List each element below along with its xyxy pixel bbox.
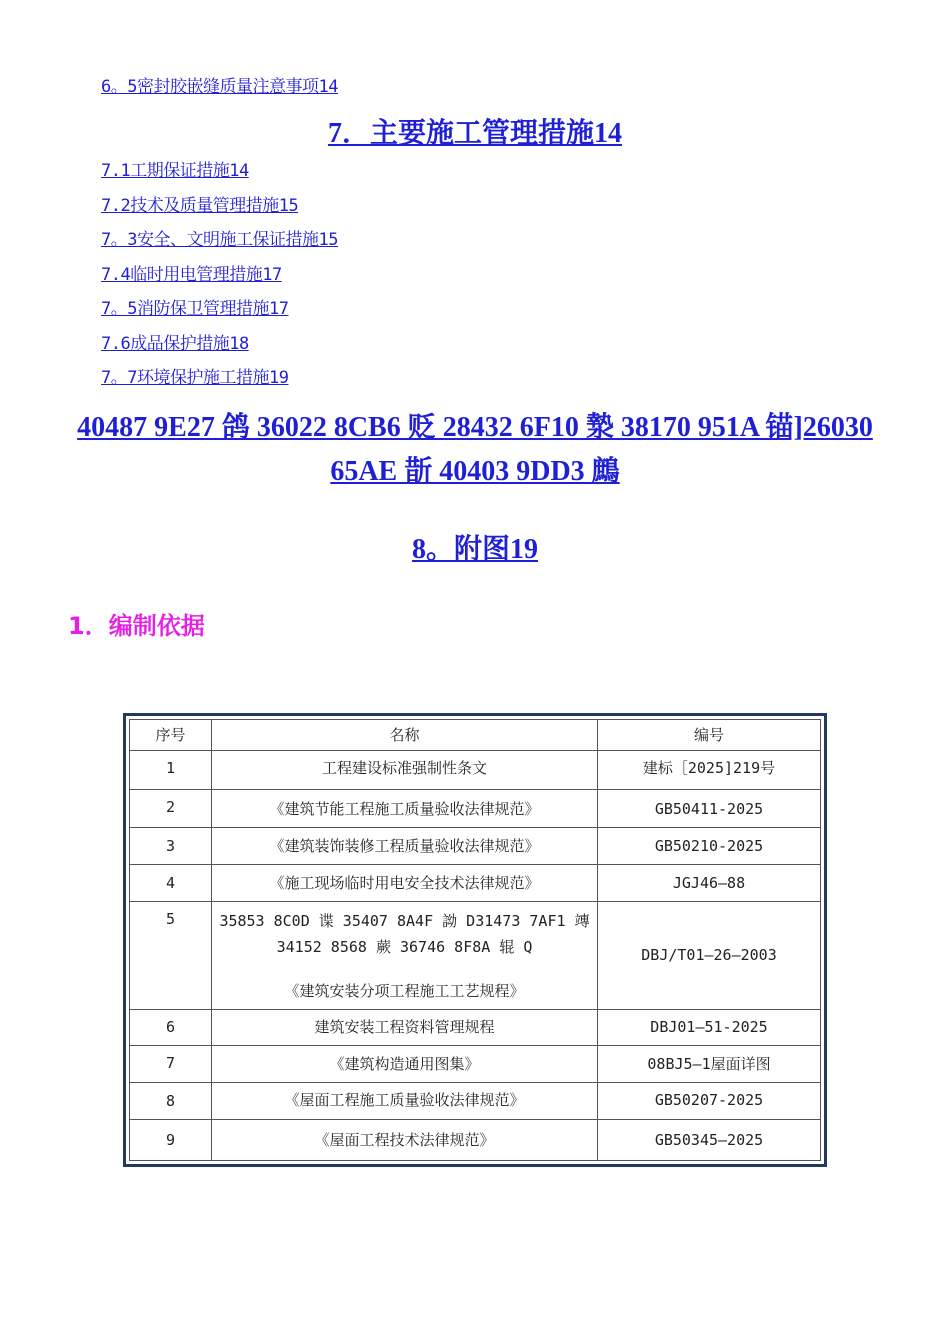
table-row <box>130 865 821 902</box>
header-name: 名称 <box>212 720 598 751</box>
cell-name: 建筑安装工程资料管理规程 <box>212 1009 598 1046</box>
header-code: 编号 <box>598 720 821 751</box>
cell-name: 《屋面工程施工质量验收法律规范》 <box>212 1083 598 1120</box>
toc-link-7-5[interactable]: 7。5消防保卫管理措施17 <box>101 299 289 319</box>
table-row <box>130 789 821 828</box>
toc-heading-8[interactable]: 8。附图19 <box>411 534 538 565</box>
cell-code: GB50210-2025 <box>598 828 821 865</box>
cell-gap <box>216 960 593 978</box>
table-row <box>130 902 821 1009</box>
toc-link-7-1[interactable]: 7.1工期保证措施14 <box>101 161 249 181</box>
cell-no: 6 <box>130 1009 212 1046</box>
cell-no: 8 <box>130 1083 212 1120</box>
reference-table-frame <box>123 713 827 1167</box>
table-row <box>130 1120 821 1161</box>
cell-no: 1 <box>130 750 212 789</box>
cell-name <box>212 902 598 1009</box>
cell-code: 建标［2025]219号 <box>598 750 821 789</box>
cell-name: 《屋面工程技术法律规范》 <box>212 1120 598 1161</box>
cell-name: 《施工现场临时用电安全技术法律规范》 <box>212 865 598 902</box>
table-row <box>130 1046 821 1083</box>
cell-no: 9 <box>130 1120 212 1161</box>
table-row <box>130 1083 821 1120</box>
toc-heading-7[interactable]: 7．主要施工管理措施14 <box>327 118 622 149</box>
cell-no: 4 <box>130 865 212 902</box>
toc-link-7-4[interactable]: 7.4临时用电管理措施17 <box>101 265 282 285</box>
cell-code: GB50411-2025 <box>598 789 821 828</box>
cell-name: 《建筑构造通用图集》 <box>212 1046 598 1083</box>
toc-link-7-6[interactable]: 7.6成品保护措施18 <box>101 334 249 354</box>
table-row <box>130 750 821 789</box>
table-row <box>130 1009 821 1046</box>
cell-name: 《建筑装饰装修工程质量验收法律规范》 <box>212 828 598 865</box>
cell-code: DBJ01—51-2025 <box>598 1009 821 1046</box>
cell-name-line-2: 34152 8568 蕨 36746 8F8A 辊 Q <box>276 938 533 957</box>
toc-link-7-7[interactable]: 7。7环境保护施工措施19 <box>101 368 289 388</box>
table-header-row <box>130 720 821 751</box>
cell-name: 工程建设标准强制性条文 <box>212 750 598 789</box>
cell-code: 08BJ5—1屋面详图 <box>598 1046 821 1083</box>
toc-link-7-2[interactable]: 7.2技术及质量管理措施15 <box>101 196 299 216</box>
cell-no: 3 <box>130 828 212 865</box>
cell-name: 《建筑节能工程施工质量验收法律规范》 <box>212 789 598 828</box>
toc-link-7-3[interactable]: 7。3安全、文明施工保证措施15 <box>101 230 338 250</box>
cell-no: 5 <box>130 902 212 1009</box>
section-title: 1．编制依据 <box>68 612 205 640</box>
cell-name-line-1: 35853 8C0D 谍 35407 8A4F 詏 D31473 7AF1 竱 <box>219 912 590 931</box>
cell-code: GB50345—2025 <box>598 1120 821 1161</box>
toc-heading-garbled[interactable]: 40487 9E27 鸽 36022 8CB6 贬 28432 6F10 漐 38170 951A 锚]26030 65AE 斮 40403 9DD3 鷓 <box>77 412 873 487</box>
cell-no: 7 <box>130 1046 212 1083</box>
toc-link-6-5[interactable]: 6。5密封胶嵌缝质量注意事项14 <box>101 77 338 97</box>
cell-code: GB50207-2025 <box>598 1083 821 1120</box>
cell-name-line-3: 《建筑安装分项工程施工工艺规程》 <box>284 982 525 1001</box>
table-row <box>130 828 821 865</box>
cell-no: 2 <box>130 789 212 828</box>
cell-code: DBJ/T01—26—2003 <box>598 902 821 1009</box>
cell-code: JGJ46—88 <box>598 865 821 902</box>
reference-table <box>129 719 821 1161</box>
header-no: 序号 <box>130 720 212 751</box>
